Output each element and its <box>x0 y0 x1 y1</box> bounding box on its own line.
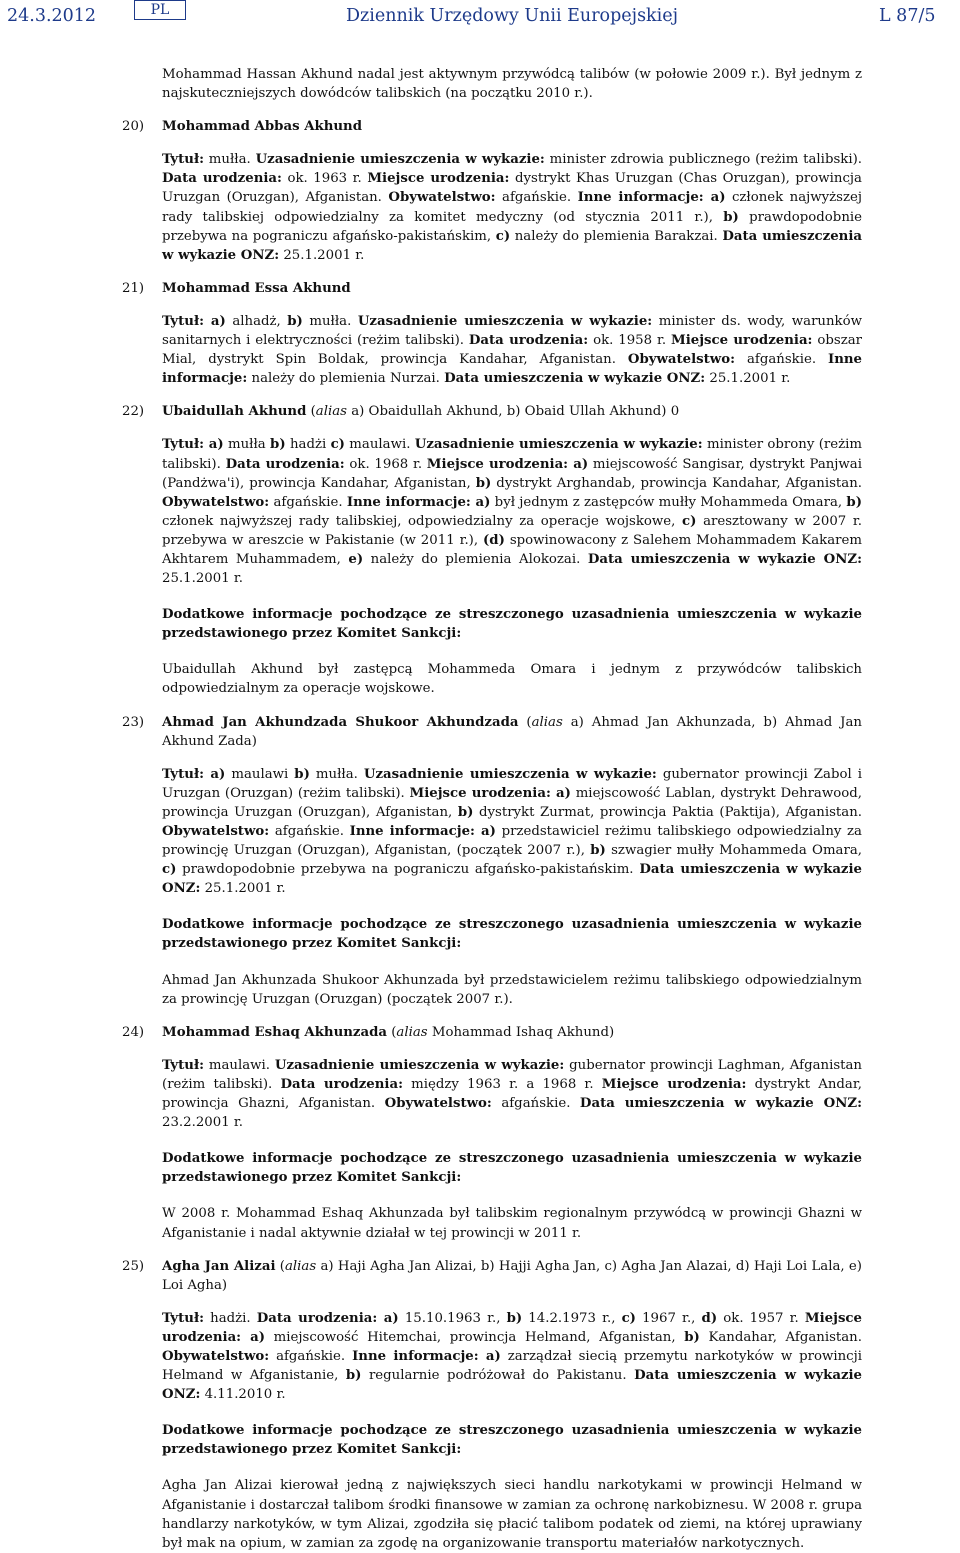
field-label: d) <box>701 1310 718 1326</box>
field-label: Data urodzenia: <box>162 171 282 187</box>
field-label: Uzasadnienie umieszczenia w wykazie: <box>255 152 545 168</box>
entry-fields <box>162 312 862 388</box>
field-value: aresztowany w 2007 r. przebywa w areszcie w Pakistanie (w 2011 r.), <box>162 513 863 548</box>
additional-info-text: W 2008 r. Mohammad Eshaq Akhunzada był talibskim regionalnym przywódcą w prowincji Ghazni w Afganistanie i nadal aktywnie działał w tej prowincji w 2011 r. <box>162 1206 862 1241</box>
field-label: Uzasadnienie umieszczenia w wykazie: <box>274 1057 565 1073</box>
field-label: c) <box>330 437 345 453</box>
field-value: dystrykt Andar, prowincja Ghazni, Afganistan. <box>162 1076 862 1112</box>
field-value: ok. 1963 r. <box>281 171 368 187</box>
field-value: obszar Mial, dystrykt Spin Boldak, prowincja Kandahar, Afganistan. <box>162 333 862 368</box>
field-label: Inne informacje: a) <box>346 494 491 510</box>
entry-name: Mohammad Abbas Akhund <box>162 119 363 135</box>
alias-label: alias <box>531 714 563 730</box>
entry-heading <box>122 279 862 298</box>
field-label: Uzasadnienie umieszczenia w wykazie: <box>363 766 657 782</box>
document-body <box>122 65 862 1553</box>
field-value: należy do plemienia Nurzai. <box>247 371 445 387</box>
field-value: prawdopodobnie przebywa na pograniczu afgańsko-pakistańskim. <box>176 862 640 878</box>
field-label: c) <box>495 228 511 244</box>
field-label: b) <box>475 475 492 491</box>
field-label: b) <box>287 313 303 329</box>
field-value: gubernator prowincji Laghman, Afganistan (reżim talibski). <box>162 1057 862 1092</box>
entry-heading <box>122 1023 862 1042</box>
field-label: (d) <box>483 532 505 548</box>
entry-name: Mohammad Eshaq Akhunzada <box>162 1024 387 1040</box>
intro-paragraph: Mohammad Hassan Akhund nadal jest aktywnym przywódcą talibów (w połowie 2009 r.). Był jednym z najskuteczniejszych dowódców talibskich (na początku 2010 r.). <box>162 67 862 102</box>
field-label: a) <box>703 190 726 206</box>
field-label: Data umieszczenia w wykazie ONZ: <box>444 371 706 387</box>
alias-text: Mohammad Ishaq Akhund) <box>427 1024 615 1040</box>
field-value: miejscowość Sangisar, dystrykt Panjwai (Pandżwa'i), prowincja Kandahar, Afganistan, <box>162 456 862 491</box>
field-value: afgańskie. <box>495 190 578 206</box>
page-header <box>0 0 960 34</box>
field-label: Inne informacje: a) <box>352 1348 501 1364</box>
field-label: Miejsce urodzenia: <box>671 333 813 349</box>
field-label: b) <box>345 1368 362 1384</box>
field-label: Tytuł: a) <box>162 437 224 453</box>
field-value: ok. 1968 r. <box>344 456 427 472</box>
field-label: b) <box>506 1310 523 1326</box>
field-label: Miejsce urodzenia: a) <box>162 1310 862 1345</box>
entry-number: 20) <box>122 119 145 135</box>
field-label: b) <box>457 804 474 820</box>
field-label: Tytuł: <box>162 1310 204 1326</box>
field-label: Uzasadnienie umieszczenia w wykazie: <box>414 437 703 453</box>
field-label: Data urodzenia: <box>225 456 345 472</box>
entry-heading <box>122 117 862 136</box>
field-value: należy do plemienia Alokozai. <box>363 551 588 567</box>
entry-number: 24) <box>122 1024 145 1040</box>
field-value: dystrykt Khas Uruzgan (Chas Oruzgan), prowincja Uruzgan (Oruzgan), Afganistan. <box>162 171 862 206</box>
field-value: między 1963 r. a 1968 r. <box>403 1076 602 1092</box>
field-label: c) <box>682 513 697 529</box>
field-value: miejscowość Lablan, dystrykt Dehrawood, prowincja Uruzgan (Oruzgan), Afganistan, <box>162 785 862 820</box>
field-label: Obywatelstwo: <box>384 1096 492 1112</box>
field-value: prawdopodobnie przebywa na pograniczu afgańsko-pakistańskim, <box>162 209 863 244</box>
field-value: ok. 1958 r. <box>588 333 671 349</box>
field-value: maulawi. <box>204 1057 275 1073</box>
field-label: Miejsce urodzenia: a) <box>426 456 589 472</box>
field-value: minister zdrowia publicznego (reżim talibski). <box>544 152 862 168</box>
field-label: Miejsce urodzenia: <box>367 171 510 187</box>
entry-fields <box>162 765 862 899</box>
field-label: c) <box>162 862 177 878</box>
field-label: Tytuł: a) <box>162 313 226 329</box>
field-value: mułła. <box>302 313 358 329</box>
field-value: mułła <box>223 437 271 453</box>
field-value: 25.1.2001 r. <box>200 881 286 897</box>
additional-info-heading: Dodatkowe informacje pochodzące ze streszczonego uzasadnienia umieszczenia w wykazie przedstawionego przez Komitet Sankcji: <box>162 1423 862 1458</box>
field-value: zarządzał siecią przemytu narkotyków w prowincji Helmand w Afganistanie, <box>162 1348 862 1384</box>
field-value: dystrykt Arghandab, prowincja Kandahar, Afganistan. <box>491 475 862 491</box>
field-value: hadżi <box>285 437 331 453</box>
entry-number: 23) <box>122 714 145 730</box>
entry-name: Ahmad Jan Akhundzada Shukoor Akhundzada <box>162 714 519 730</box>
additional-info-text: Agha Jan Alizai kierował jedną z największych sieci handlu narkotykami w prowincji Helmand w Afganistanie i dostarczał talibom środki finansowe w zamian za ochronę narkobiznesu. W 2008 r. grupa handlarzy narkotyków, w tym Alizai, zgodziła się płacić talibom podatek od ziemi, na której uprawiany był mak na opium, w zamian za zgodę na organizowanie transportu materiałów narkotycznych. <box>162 1478 862 1551</box>
field-label: b) <box>723 209 739 225</box>
field-label: b) <box>590 843 606 859</box>
field-label: b) <box>684 1329 700 1345</box>
field-label: Obywatelstwo: <box>162 1348 270 1364</box>
field-label: Data umieszczenia w wykazie ONZ: <box>162 1368 863 1403</box>
field-value: 25.1.2001 r. <box>279 247 365 263</box>
journal-title: Dziennik Urzędowy Unii Europejskiej <box>346 6 679 26</box>
entries-list <box>122 117 862 1553</box>
field-value: 15.10.1963 r., <box>398 1310 507 1326</box>
additional-info-text: Ahmad Jan Akhunzada Shukoor Akhunzada był przedstawicielem reżimu talibskiego odpowiedzialnym za prowincję Uruzgan (Oruzgan) (początek 2007 r.). <box>162 972 862 1007</box>
entry-number: 25) <box>122 1258 145 1274</box>
field-label: Obywatelstwo: <box>162 824 270 839</box>
entry-number: 21) <box>122 280 145 296</box>
field-label: Data umieszczenia w wykazie ONZ: <box>579 1096 863 1112</box>
alias-prefix: ( <box>275 1258 285 1274</box>
entry-fields <box>162 435 862 588</box>
field-value: miejscowość Hitemchai, prowincja Helmand, Afganistan, <box>265 1329 685 1345</box>
entry-fields <box>162 1309 862 1404</box>
field-value: 25.1.2001 r. <box>705 371 791 387</box>
field-value: ok. 1957 r. <box>717 1310 805 1326</box>
field-value: maulawi <box>225 766 295 782</box>
entry-fields <box>162 150 862 265</box>
field-value: regularnie podróżował do Pakistanu. <box>361 1368 635 1384</box>
additional-info-text: Ubaidullah Akhund był zastępcą Mohammeda Omara i jednym z przywódców talibskich odpowiedzialnym za operacje wojskowe. <box>162 662 862 697</box>
entry-number: 22) <box>122 404 145 420</box>
field-value: afgańskie. <box>269 1348 353 1364</box>
field-value: gubernator prowincji Zabol i Uruzgan (Oruzgan) (reżim talibski). <box>162 766 863 801</box>
additional-info-heading: Dodatkowe informacje pochodzące ze streszczonego uzasadnienia umieszczenia w wykazie przedstawionego przez Komitet Sankcji: <box>162 917 862 952</box>
field-value: członek najwyższej rady talibskiej odpowiedzialny za komitet medyczny (od stycznia 2011 r.), <box>162 190 862 225</box>
field-value: 4.11.2010 r. <box>200 1387 286 1403</box>
field-label: Obywatelstwo: <box>162 494 270 510</box>
alias-prefix: ( <box>306 404 316 420</box>
field-value: afgańskie. <box>269 494 347 510</box>
field-label: Miejsce urodzenia: a) <box>409 785 571 801</box>
field-value: hadżi. <box>204 1310 257 1326</box>
field-label: Data umieszczenia w wykazie ONZ: <box>162 228 862 263</box>
additional-info-heading: Dodatkowe informacje pochodzące ze streszczonego uzasadnienia umieszczenia w wykazie przedstawionego przez Komitet Sankcji: <box>162 1151 862 1186</box>
field-value: 1967 r., <box>635 1310 702 1326</box>
entry-fields <box>162 1056 862 1132</box>
field-label: Miejsce urodzenia: <box>601 1076 747 1092</box>
field-value: szwagier mułły Mohammeda Omara, <box>605 843 862 859</box>
entry-heading <box>122 713 862 751</box>
entry-name: Ubaidullah Akhund <box>162 404 307 420</box>
field-label: b) <box>846 494 862 510</box>
alias-label: alias <box>285 1258 317 1274</box>
field-label: b) <box>270 437 286 453</box>
field-label: Tytuł: <box>162 152 204 168</box>
alias-text: a) Obaidullah Akhund, b) Obaid Ullah Akhund) 0 <box>346 404 680 420</box>
field-value: 25.1.2001 r. <box>162 571 244 587</box>
field-value: minister obrony (reżim talibski). <box>162 437 862 472</box>
field-value: alhadż, <box>225 313 288 329</box>
field-label: Data urodzenia: <box>280 1076 403 1092</box>
field-value: afgańskie. <box>491 1096 580 1112</box>
field-value: minister ds. wody, warunków sanitarnych i elektryczności (reżim talibski). <box>162 313 862 349</box>
field-label: Obywatelstwo: <box>388 190 496 206</box>
field-label: Tytuł: a) <box>162 766 226 782</box>
field-value: 23.2.2001 r. <box>162 1115 244 1131</box>
field-value: mułła. <box>204 152 256 168</box>
field-label: Inne informacje: <box>162 352 862 387</box>
field-label: Inne informacje: <box>577 190 704 206</box>
field-label: Uzasadnienie umieszczenia w wykazie: <box>357 313 653 329</box>
page-number: L 87/5 <box>879 6 936 26</box>
field-label: Data umieszczenia w wykazie ONZ: <box>587 551 862 567</box>
field-value: afgańskie. <box>735 352 828 368</box>
additional-info-heading: Dodatkowe informacje pochodzące ze streszczonego uzasadnienia umieszczenia w wykazie przedstawionego przez Komitet Sankcji: <box>162 607 862 642</box>
field-value: był jednym z zastępców mułły Mohammeda Omara, <box>490 494 847 510</box>
language-badge: PL <box>134 0 186 20</box>
header-date: 24.3.2012 <box>7 6 97 26</box>
field-label: Inne informacje: a) <box>349 824 496 839</box>
alias-prefix: ( <box>518 714 532 730</box>
field-label: b) <box>294 766 310 782</box>
entry-heading <box>122 402 862 421</box>
field-value: afgańskie. <box>269 824 350 839</box>
field-value: spowinowacony z Salehem Mohammadem Kakarem Akhtarem Muhammadem, <box>162 532 862 567</box>
field-value: dystrykt Zurmat, prowincja Paktia (Paktija), Afganistan. <box>473 804 862 820</box>
entry-heading <box>122 1257 862 1295</box>
field-value: mułła. <box>309 766 364 782</box>
field-label: c) <box>621 1310 636 1326</box>
field-label: Data urodzenia: <box>468 333 589 349</box>
alias-text: a) Haji Agha Jan Alizai, b) Hajji Agha Jan, c) Agha Jan Alazai, d) Haji Loi Lala, e) Loi Agha) <box>162 1258 862 1293</box>
field-label: Data urodzenia: a) <box>256 1310 399 1326</box>
field-value: maulawi. <box>344 437 415 453</box>
alias-label: alias <box>396 1024 428 1040</box>
field-value: należy do plemienia Barakzai. <box>510 228 723 244</box>
field-label: Tytuł: <box>162 1057 204 1073</box>
field-value: członek najwyższej rady talibskiej, odpowiedzialny za operacje wojskowe, <box>162 513 683 529</box>
field-value: 14.2.1973 r., <box>522 1310 622 1326</box>
entry-name: Agha Jan Alizai <box>162 1258 276 1274</box>
entry-name: Mohammad Essa Akhund <box>162 280 351 296</box>
field-label: e) <box>348 551 364 567</box>
alias-text: a) Ahmad Jan Akhunzada, b) Ahmad Jan Akhund Zada) <box>162 714 862 749</box>
alias-label: alias <box>315 404 347 420</box>
field-value: przedstawiciel reżimu talibskiego odpowiedzialny za prowincję Uruzgan (Oruzgan), Afganistan, (początek 2007 r.), <box>162 824 862 859</box>
field-label: Data umieszczenia w wykazie ONZ: <box>162 862 862 897</box>
alias-prefix: ( <box>387 1024 397 1040</box>
field-label: Obywatelstwo: <box>627 352 736 368</box>
field-value: Kandahar, Afganistan. <box>699 1329 862 1345</box>
